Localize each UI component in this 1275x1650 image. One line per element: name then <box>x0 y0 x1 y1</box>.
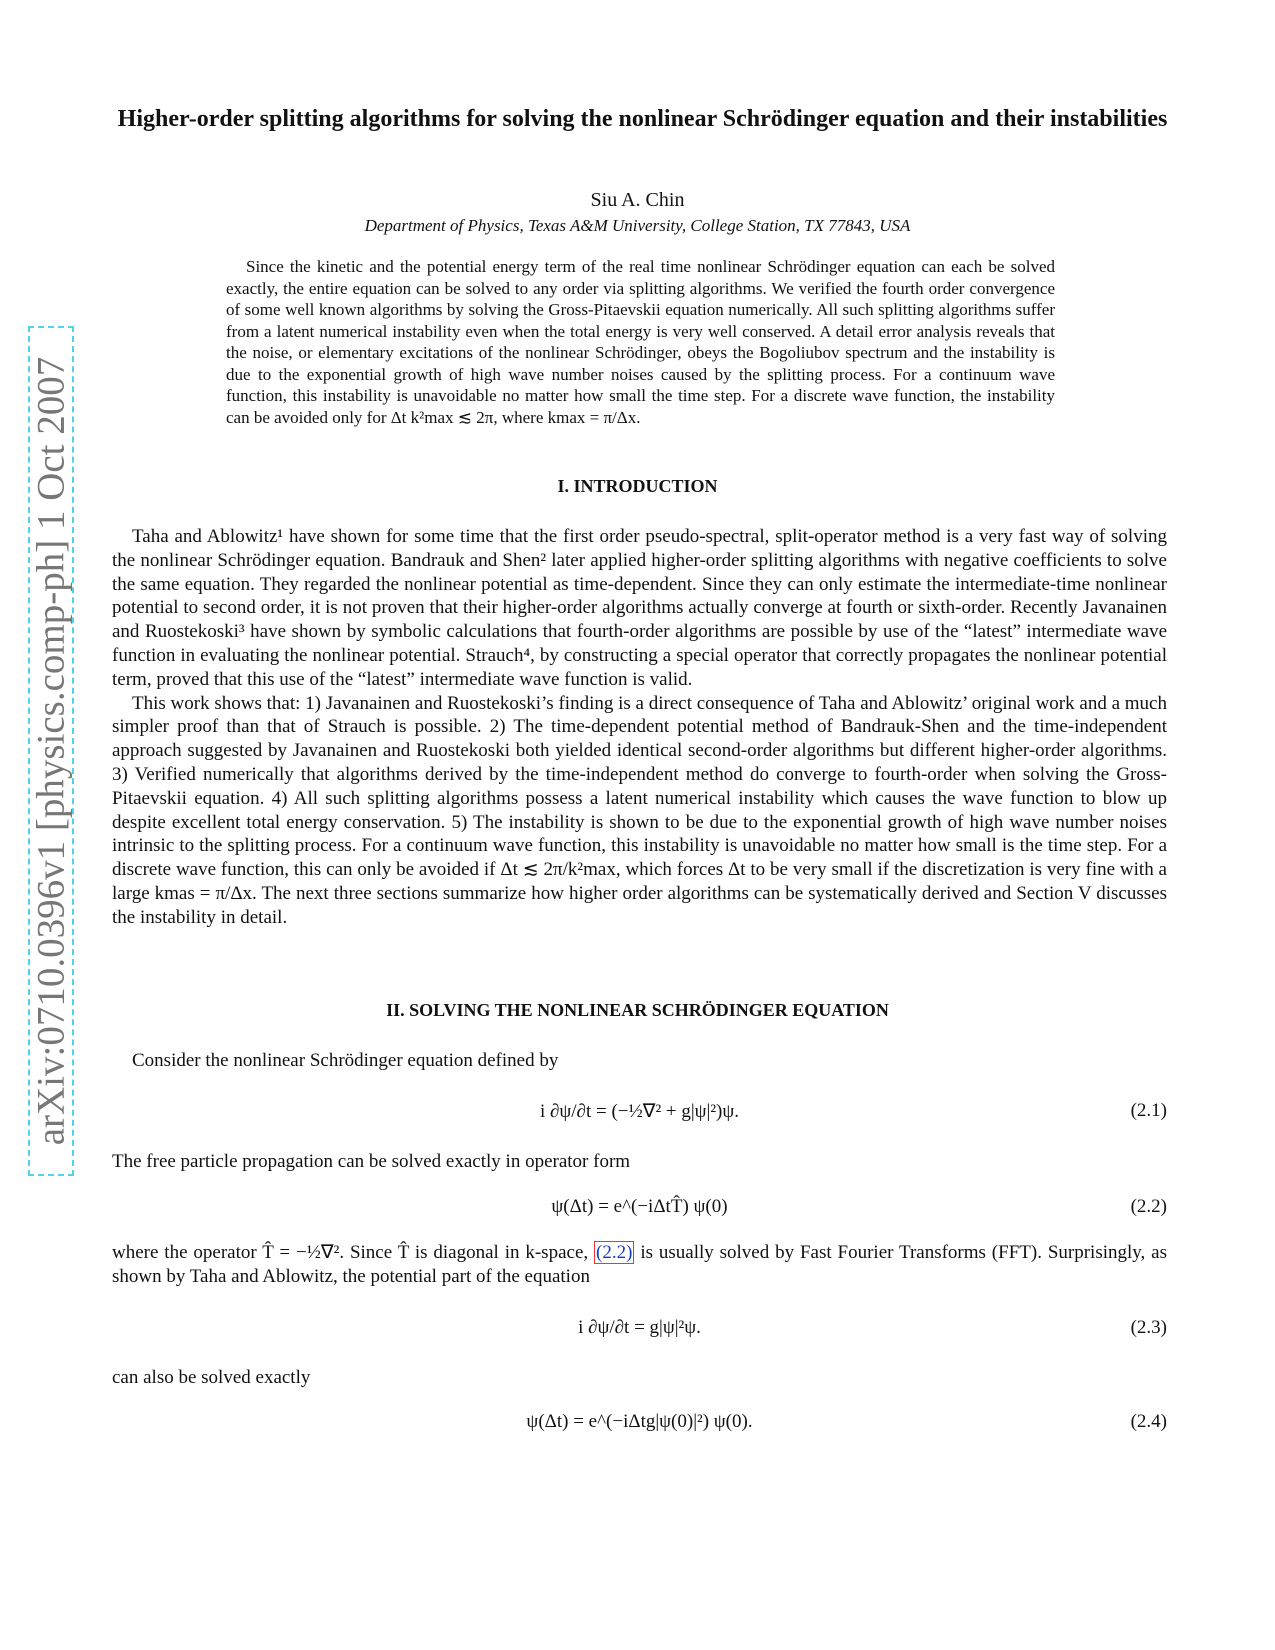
equation-2-2-link[interactable]: (2.2) <box>596 1242 633 1263</box>
equation-2-2 <box>112 1186 1167 1232</box>
arxiv-stamp[interactable] <box>28 326 74 1176</box>
sec2-paragraph-3 <box>112 1241 1167 1289</box>
section-heading-solving: II. SOLVING THE NONLINEAR SCHRÖDINGER EQUATION <box>386 1000 889 1020</box>
equation-2-2-number: (2.2) <box>1130 1196 1167 1217</box>
equation-2-3-formula: i ∂ψ/∂t = g|ψ|²ψ. <box>578 1317 701 1338</box>
affiliation: Department of Physics, Texas A&M University, College Station, TX 77843, USA <box>364 216 911 235</box>
equation-2-4-formula: ψ(Δt) = e^(−iΔtg|ψ(0)|²) ψ(0). <box>526 1411 753 1432</box>
sec2-text-4: can also be solved exactly <box>112 1367 311 1388</box>
paper-title: Higher-order splitting algorithms for solving the nonlinear Schrödinger equation and their instabilities <box>117 106 1168 132</box>
sec2-text-3b: is usually solved by Fast Fourier Transforms (FFT). Surprisingly, as shown by Taha and Ablowitz, the potential part of the equation <box>112 1242 1168 1287</box>
sec2-paragraph-4 <box>112 1366 1167 1390</box>
sec2-text-3a: where the operator T̂ = −½∇². Since T̂ is diagonal in k-space, <box>112 1242 589 1263</box>
intro-paragraph-2: This work shows that: 1) Javanainen and Ruostekoski’s finding is a direct consequence of Taha and Ablowitz’ original work and a much simpler proof than that of Strauch is possible. 2) The time-dependent potential method of Bandrauk-Shen and the time-independent approach suggested by Javanainen and Ruostekoski both yielded identical second-order algorithms but different higher-order algorithms. 3) Verified numerically that algorithms derived by the time-independent method do converge to fourth-order when solving the Gross-Pitaevskii equation. 4) All such splitting algorithms possess a latent numerical instability which causes the wave function to blow up despite excellent total energy conservation. 5) The instability is shown to be due to the exponential growth of high wave number noises intrinsic to the splitting process. For a continuum wave function, this instability is unavoidable no matter how small is the time step. For a discrete wave function, this can only be avoided if Δt ≲ 2π/k²max, which forces Δt to be very small if the discretization is very fine with a large kmas = π/Δx. The next three sections summarize how higher order algorithms can be systematically derived and Section V discusses the instability in detail. <box>112 692 1167 928</box>
equation-2-1 <box>112 1090 1167 1136</box>
equation-2-3 <box>112 1307 1167 1353</box>
introduction-body <box>112 525 1167 930</box>
section-heading-introduction: I. INTRODUCTION <box>557 476 718 496</box>
author: Siu A. Chin <box>590 189 685 211</box>
sec2-paragraph-2 <box>112 1150 1167 1174</box>
equation-2-3-number: (2.3) <box>1130 1317 1167 1338</box>
sec2-paragraph-1 <box>112 1049 1167 1073</box>
sec2-text-2: The free particle propagation can be solved exactly in operator form <box>112 1151 631 1172</box>
equation-2-1-formula: i ∂ψ/∂t = (−½∇² + g|ψ|²)ψ. <box>539 1101 740 1122</box>
intro-paragraph-1: Taha and Ablowitz¹ have shown for some time that the first order pseudo-spectral, split-operator method is a very fast way of solving the nonlinear Schrödinger equation. Bandrauk and Shen² later applied higher-order splitting algorithms with negative coefficients to solve the same equation. They regarded the nonlinear potential as time-dependent. Since they can only estimate the intermediate-time nonlinear potential to second order, it is not proven that their higher-order algorithms actually converge at fourth or sixth-order. Recently Javanainen and Ruostekoski³ have shown by symbolic calculations that fourth-order algorithms are possible by use of the “latest” intermediate wave function in evaluating the nonlinear potential. Strauch⁴, by constructing a special operator that correctly propagates the nonlinear potential term, proved that this use of the “latest” intermediate wave function is valid. <box>112 526 1167 690</box>
equation-2-2-formula: ψ(Δt) = e^(−iΔtT̂) ψ(0) <box>551 1196 728 1217</box>
arxiv-stamp-text: arXiv:0710.0396v1 [physics.comp-ph] 1 Oct 2007 <box>29 356 73 1146</box>
abstract: Since the kinetic and the potential energy term of the real time nonlinear Schrödinger equation can each be solved exactly, the entire equation can be solved to any order via splitting algorithms. We verified the fourth order convergence of some well known algorithms by solving the Gross-Pitaevskii equation numerically. All such splitting algorithms suffer from a latent numerical instability even when the total energy is very well conserved. A detail error analysis reveals that the noise, or elementary excitations of the nonlinear Schrödinger, obeys the Bogoliubov spectrum and the instability is due to the exponential growth of high wave number noises caused by the splitting process. For a continuum wave function, this instability is unavoidable no matter how small the time step. For a discrete wave function, the instability can be avoided only for Δt k²max ≲ 2π, where kmax = π/Δx. <box>226 257 1055 427</box>
equation-2-4-number: (2.4) <box>1130 1411 1167 1432</box>
sec2-text-1: Consider the nonlinear Schrödinger equation defined by <box>132 1050 559 1071</box>
equation-2-4 <box>112 1401 1167 1447</box>
equation-2-1-number: (2.1) <box>1130 1100 1167 1121</box>
